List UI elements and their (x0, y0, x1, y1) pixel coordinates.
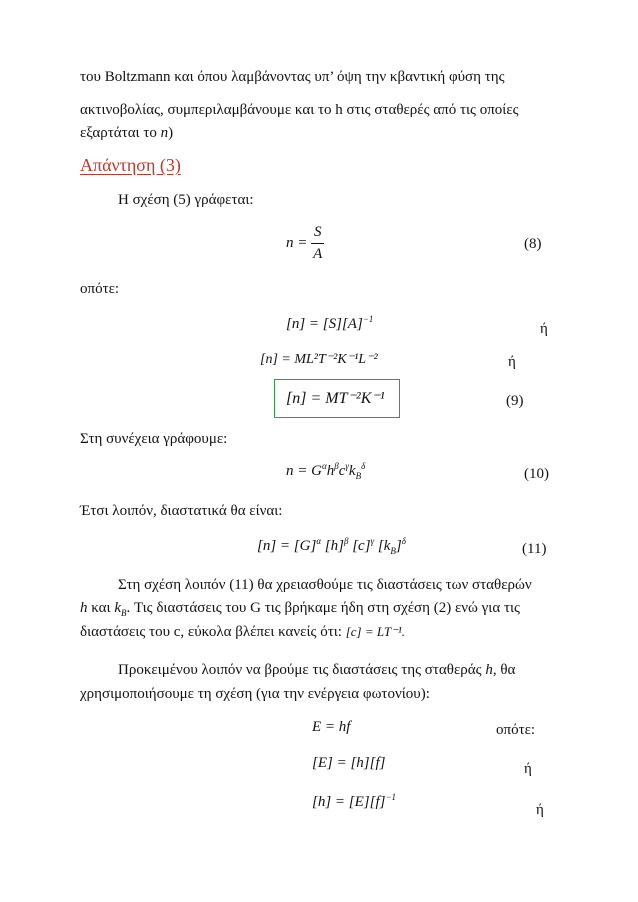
paragraph-6-line-1 (118, 659, 515, 681)
equation-11: $[n] = [G]^\alpha$ $[h]^\beta$ $[c]^\gamma$ $[k_B]^\delta$ (257, 536, 406, 556)
equation-9-number: (9) (506, 393, 524, 409)
equation-energy-dim: [E] = [h][f] (312, 755, 386, 771)
equation-energy-then: οπότε: (496, 722, 536, 738)
intro-line-3 (80, 122, 173, 144)
equation-dim-n (286, 316, 373, 333)
paragraph-1: Η σχέση (5) γράφεται: (118, 192, 254, 208)
p6-line1-text: Προκειμένου λοιπόν να βρούμε τις διαστάσεις της σταθεράς (118, 662, 482, 678)
intro-line-2: ακτινοβολίας, συμπεριλαμβάνουμε και το h στις σταθερές από τις οποίες (80, 102, 519, 118)
paragraph-2: οπότε: (80, 281, 120, 297)
paragraph-5-line-1: Στη σχέση λοιπόν (11) θα χρειασθούμε τις διαστάσεις των σταθερών (118, 577, 532, 593)
paragraph-4: Έτσι λοιπόν, διαστατικά θα είναι: (80, 503, 283, 519)
equation-8-numerator: S (313, 224, 322, 240)
intro-line-3-var: n (160, 125, 169, 141)
equation-8-fraction (311, 224, 324, 263)
p6-line1-tail: , θα (492, 662, 516, 678)
equation-h-dim-exp: −1 (385, 792, 397, 802)
equation-dim-n-expanded: [n] = ML²T⁻²K⁻¹L⁻² (260, 352, 378, 367)
equation-h-dim-or: ή (536, 802, 544, 818)
paragraph-3: Στη συνέχεια γράφουμε: (80, 431, 228, 447)
var-kb: $k_B$ (114, 600, 127, 618)
equation-dim-n-exp: −1 (362, 314, 374, 324)
c-dimension: [c] = LT⁻¹. (345, 624, 406, 639)
equation-8 (286, 224, 324, 263)
intro-line-3-close: ) (168, 125, 174, 141)
paragraph-5-line-2 (80, 597, 520, 619)
equation-11-number: (11) (522, 541, 547, 557)
paragraph-6-line-2: χρησιμοποιήσουμε τη σχέση (για την ενέργεια φωτονίου): (80, 686, 430, 702)
equation-energy: E = hf (312, 719, 351, 735)
p6-var-h: h (485, 662, 493, 678)
equation-h-dim-body: [h] = [E][f] (312, 794, 386, 810)
p5-rest: . Τις διαστάσεις του G τις βρήκαμε ήδη στη σχέση (2) ενώ για τις (126, 600, 520, 616)
equation-h-dim (312, 794, 396, 811)
equation-8-denominator: A (311, 243, 324, 263)
equation-dim-n-body: [n] = [S][A] (286, 316, 363, 332)
intro-line-1: του Boltzmann και όπου λαμβάνοντας υπ’ όψη την κβαντική φύση της (80, 69, 505, 85)
p5-and: και (91, 600, 111, 616)
equation-dim-n-or: ή (540, 321, 548, 337)
intro-line-3-text: εξαρτάται το (80, 125, 157, 141)
equation-10-number: (10) (524, 466, 549, 482)
equation-9: [n] = MT⁻²K⁻¹ (286, 390, 385, 407)
var-h: h (80, 600, 88, 616)
answer-heading: Απάντηση (3) (80, 155, 181, 175)
equation-10: $n = G^\alpha h^\beta c^\gamma k_B^\delta$ (286, 461, 366, 481)
equation-8-lhs: n = (286, 234, 308, 251)
paragraph-5-line-3 (80, 621, 405, 643)
equation-energy-dim-or: ή (524, 761, 532, 777)
p5-line3-text: διαστάσεις του c, εύκολα βλέπει κανείς ότι: (80, 624, 342, 640)
equation-dim-n-expanded-or: ή (508, 354, 516, 370)
equation-8-number: (8) (524, 236, 542, 252)
